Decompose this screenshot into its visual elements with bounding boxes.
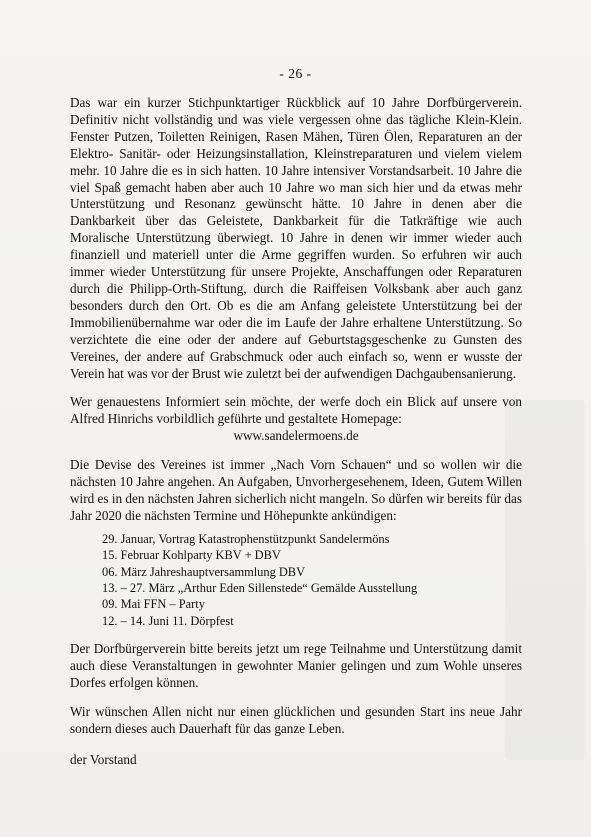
event-item: 12. – 14. Juni 11. Dörpfest <box>102 613 234 628</box>
page-number: - 26 - <box>279 66 312 81</box>
event-item: 15. Februar Kohlparty KBV + DBV <box>102 548 281 563</box>
paragraph-participation: Der Dorfbürgerverein bitte bereits jetzt um rege Teilnahme und Unterstützung damit auch diese Veranstaltungen in gewohnter Manier gelingen und zum Wohle unseres Dorfes erfolgen können. <box>70 641 522 690</box>
signature: der Vorstand <box>70 751 137 767</box>
event-item: 13. – 27. März „Arthur Eden Sillenstede“ Gemälde Ausstellung <box>102 580 418 595</box>
event-item: 09. Mai FFN – Party <box>102 597 205 612</box>
paragraph-outlook: Die Devise des Vereines ist immer „Nach Vorn Schauen“ und so wollen wir die nächsten 10 Jahre angehen. An Aufgaben, Unvorhergesehenem, Ideen, Gutem Willen wird es in den nächsten Jahren sicherlich nicht mangeln. So dürfen wir bereits für das Jahr 2020 die nächsten Termine und Höhepunkte ankündigen: <box>70 457 522 523</box>
event-item: 29. Januar, Vortrag Katastrophenstützpunkt Sandelermöns <box>102 531 390 546</box>
paragraph-homepage-intro: Wer genauestens Informiert sein möchte, der werfe doch ein Blick auf unsere von Alfred Hinrichs vorbildlich geführte und gestaltete Homepage: <box>70 394 522 427</box>
letter-body <box>70 95 522 781</box>
event-list <box>102 531 522 629</box>
paragraph-wishes: Wir wünschen Allen nicht nur einen glücklichen und gesunden Start ins neue Jahr sondern dieses auch Dauerhaft für das ganze Leben. <box>70 703 522 736</box>
homepage-link[interactable]: www.sandelermoens.de <box>233 428 359 444</box>
event-item: 06. März Jahreshauptversammlung DBV <box>102 564 306 579</box>
paragraph-review: Das war ein kurzer Stichpunktartiger Rückblick auf 10 Jahre Dorfbürgerverein. Definitiv nicht vollständig und was viele vergessen ohne das tägliche Klein-Klein. Fenster Putzen, Toiletten Reinigen, Rasen Mähen, Türen Ölen, Reparaturen an der Elektro- Sanitär- oder Heizungsinstallation, Kleinstreparaturen und vielem vielem mehr. 10 Jahre die es in sich hatten. 10 Jahre intensiver Vorstandsarbeit. 10 Jahre die viel Spaß gemacht haben aber auch 10 Jahre wo man sich hier und da etwas mehr Unterstützung und Resonanz gewünscht hätte. 10 Jahre in denen aber die Dankbarkeit über das Geleistete, Dankbarkeit für die Tatkräftige wie auch Moralische Unterstützung überwiegt. 10 Jahre in denen wir immer wieder auch finanziell und materiell unter die Arme gegriffen wurden. So erfuhren wir auch immer wieder Unterstützung für unsere Projekte, Anschaffungen oder Reparaturen durch die Philipp-Orth-Stiftung, durch die Raiffeisen Volksbank aber auch ganz besonders durch den Ort. Ob es die am Anfang geleistete Unterstützung bei der Immobilienübernahme war oder die im Laufe der Jahre erhaltene Unterstützung. So verzichtete die eine oder der andere auf Geburtstagsgeschenke zu Gunsten des Vereines, der andere auf Grabschmuck oder auch einfach so, wenn er wusste der Verein hat was vor der Brust wie zuletzt bei der aufwendigen Dachgaubensanierung. <box>70 95 522 381</box>
